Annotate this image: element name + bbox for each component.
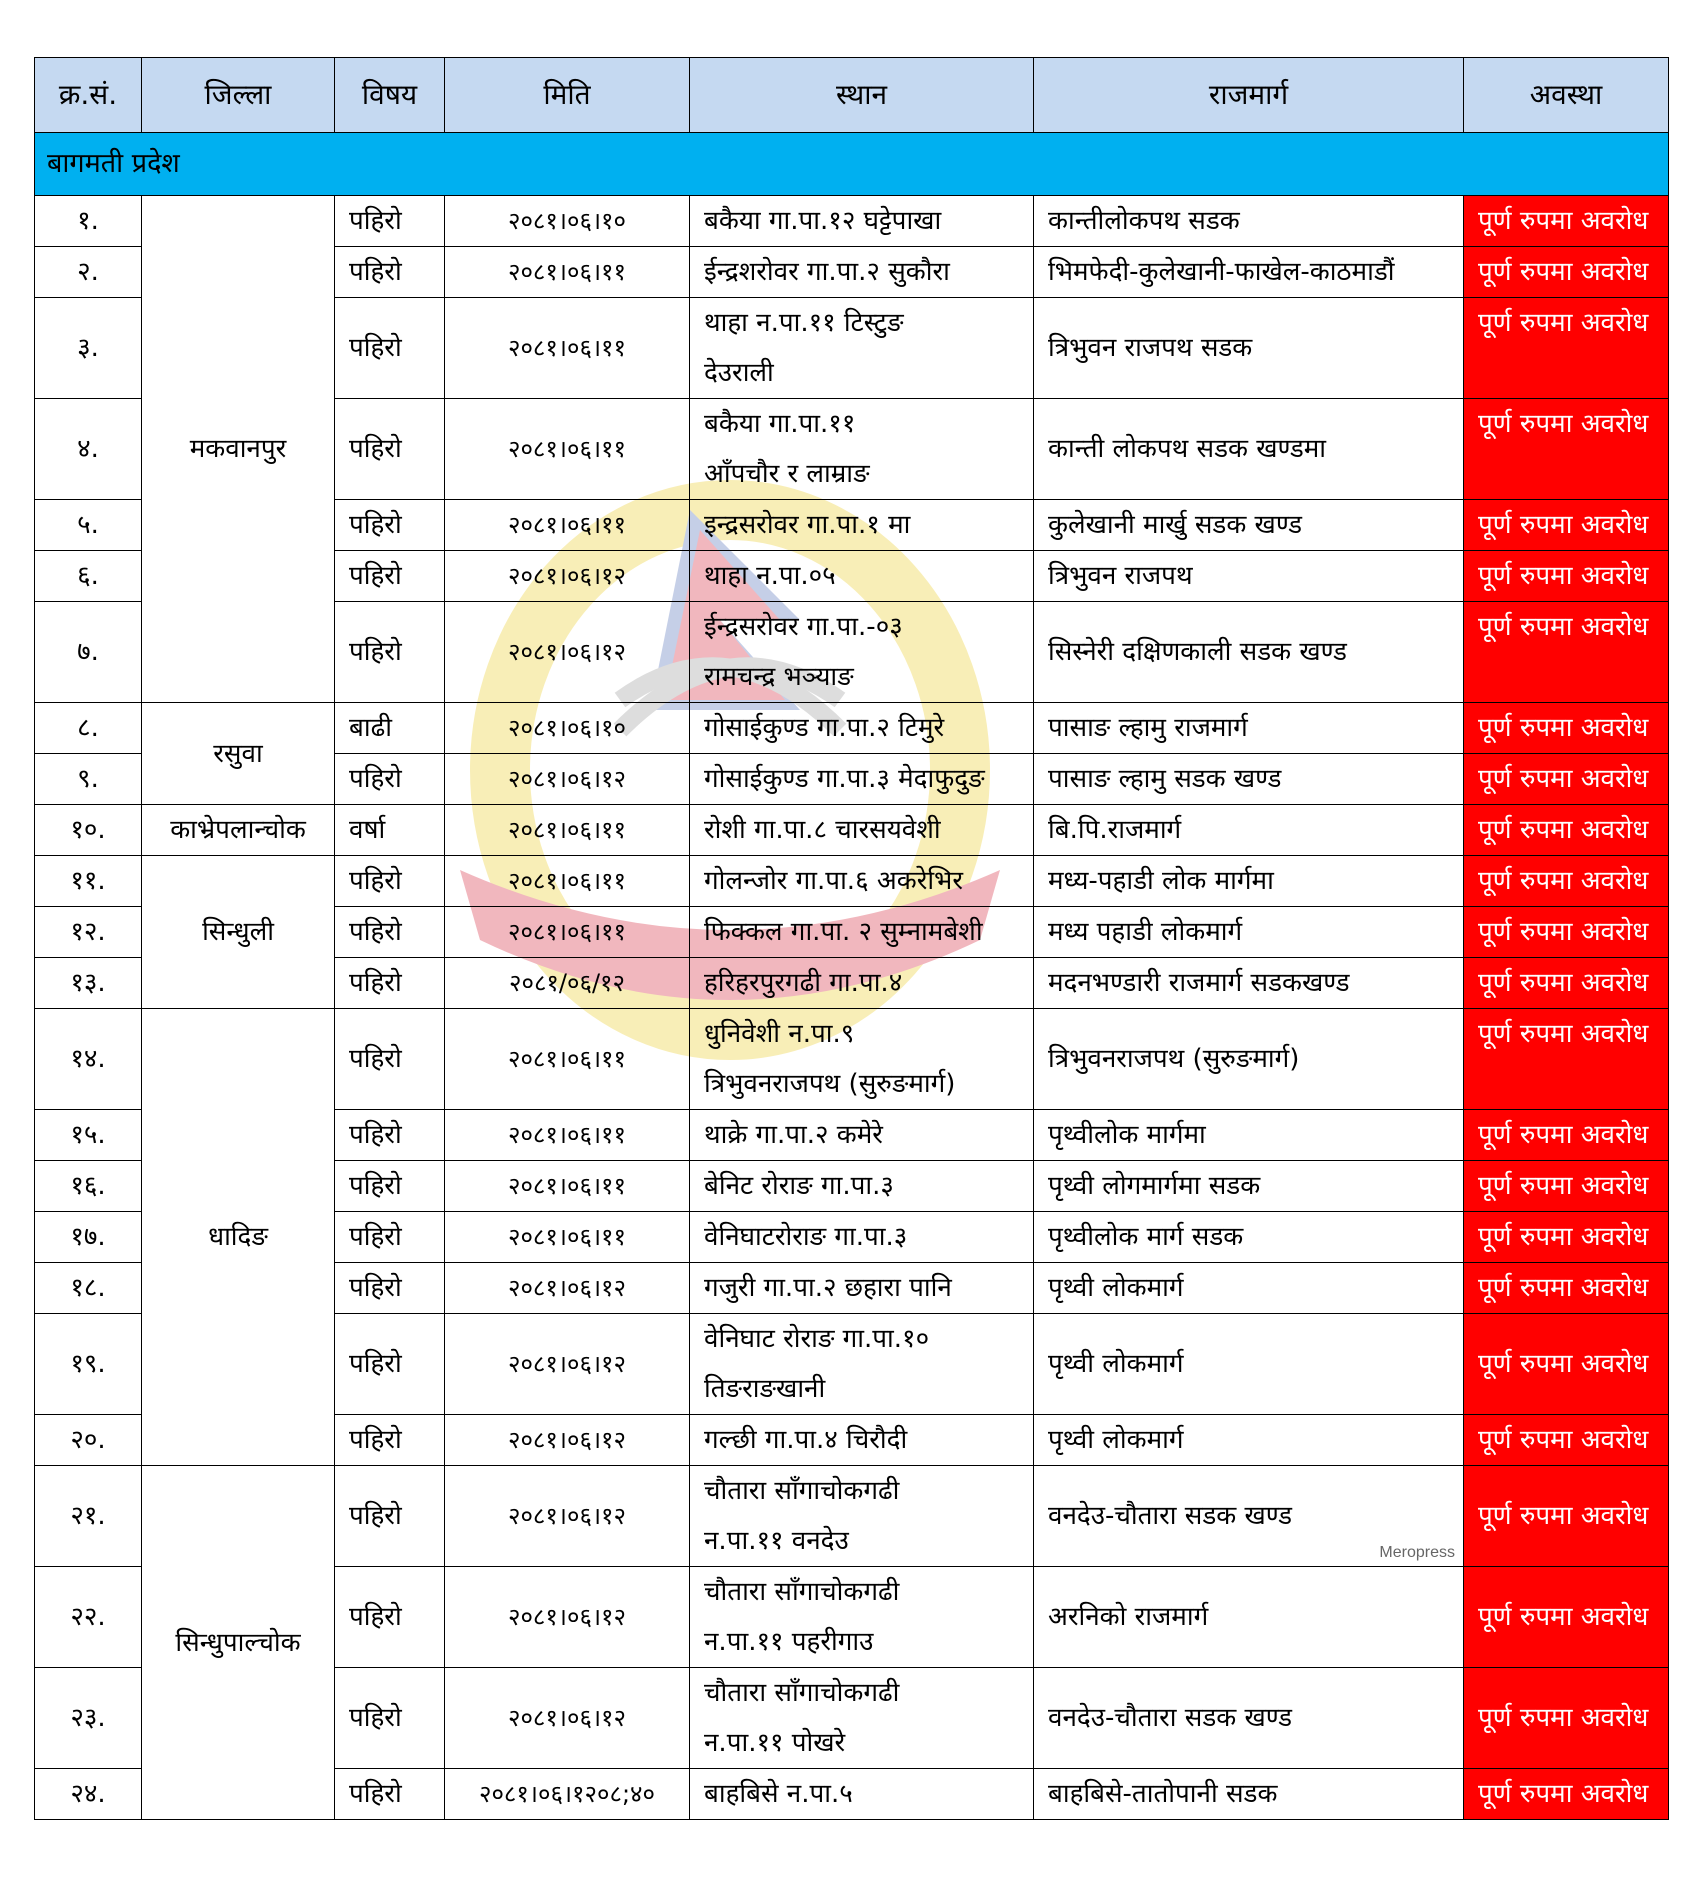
place-cell [690, 551, 1034, 602]
row-number: १४. [35, 1009, 142, 1110]
date-cell: २०८१।०६।१२ [445, 1415, 690, 1466]
date-cell: २०८१।०६।१२ [445, 602, 690, 703]
highway-text: बाहबिसे-तातोपानी सडक [1048, 1779, 1278, 1809]
status-cell: पूर्ण रुपमा अवरोध [1464, 703, 1669, 754]
district-cell: मकवानपुर [142, 196, 335, 703]
subject-cell: पहिरो [335, 754, 445, 805]
row-number: १२. [35, 907, 142, 958]
row-number: ७. [35, 602, 142, 703]
date-cell: २०८१।०६।११ [445, 500, 690, 551]
date-cell: २०८१।०६।१२ [445, 1668, 690, 1769]
road-obstruction-table [34, 57, 1669, 1820]
subject-cell: पहिरो [335, 1567, 445, 1668]
date-cell: २०८१।०६।११ [445, 907, 690, 958]
date-cell: २०८१।०६।१२ [445, 1466, 690, 1567]
row-number: २. [35, 247, 142, 298]
row-number: १. [35, 196, 142, 247]
status-cell: पूर्ण रुपमा अवरोध [1464, 1415, 1669, 1466]
source-credit: Meropress [1379, 1544, 1455, 1561]
status-cell: पूर्ण रुपमा अवरोध [1464, 805, 1669, 856]
place-line: धुनिवेशी न.पा.९ [704, 1019, 855, 1049]
subject-cell: पहिरो [335, 500, 445, 551]
date-cell: २०८१।०६।१० [445, 196, 690, 247]
place-cell [690, 1769, 1034, 1820]
subject-cell: पहिरो [335, 1161, 445, 1212]
highway-text: अरनिको राजमार्ग [1048, 1602, 1209, 1632]
subject-cell: पहिरो [335, 1212, 445, 1263]
highway-text: त्रिभुवन राजपथ [1048, 561, 1193, 591]
place-line: रोशी गा.पा.८ चारसयवेशी [704, 815, 941, 845]
highway-cell [1034, 1161, 1464, 1212]
status-cell: पूर्ण रुपमा अवरोध [1464, 298, 1669, 399]
status-cell: पूर्ण रुपमा अवरोध [1464, 1110, 1669, 1161]
status-cell: पूर्ण रुपमा अवरोध [1464, 1263, 1669, 1314]
row-number: २२. [35, 1567, 142, 1668]
highway-cell [1034, 1212, 1464, 1263]
highway-text: वनदेउ-चौतारा सडक खण्ड [1048, 1703, 1292, 1733]
place-line: तिङराङखानी [704, 1374, 826, 1404]
place-line: गोसाईकुण्ड गा.पा.२ टिमुरे [704, 713, 945, 743]
row-number: २१. [35, 1466, 142, 1567]
highway-text: भिमफेदी-कुलेखानी-फाखेल-काठमाडौं [1048, 257, 1395, 287]
row-number: १५. [35, 1110, 142, 1161]
place-cell [690, 196, 1034, 247]
district-cell: काभ्रेपलान्चोक [142, 805, 335, 856]
place-cell [690, 754, 1034, 805]
table-row [35, 1009, 1669, 1110]
status-cell: पूर्ण रुपमा अवरोध [1464, 196, 1669, 247]
highway-text: कान्ती लोकपथ सडक खण्डमा [1048, 434, 1327, 464]
row-number: ३. [35, 298, 142, 399]
subject-cell: पहिरो [335, 1009, 445, 1110]
status-cell: पूर्ण रुपमा अवरोध [1464, 500, 1669, 551]
table-row [35, 703, 1669, 754]
highway-cell [1034, 298, 1464, 399]
status-cell: पूर्ण रुपमा अवरोध [1464, 551, 1669, 602]
place-line: रामचन्द्र भञ्याङ [704, 662, 854, 692]
place-cell [690, 500, 1034, 551]
highway-cell [1034, 500, 1464, 551]
highway-text: पृथ्वीलोक मार्ग सडक [1048, 1222, 1244, 1252]
subject-cell: पहिरो [335, 196, 445, 247]
place-line: गजुरी गा.पा.२ छहारा पानि [704, 1273, 952, 1303]
highway-cell [1034, 856, 1464, 907]
date-cell: २०८१।०६।११ [445, 247, 690, 298]
highway-cell [1034, 399, 1464, 500]
date-cell: २०८१।०६।१२०८;४० [445, 1769, 690, 1820]
status-cell: पूर्ण रुपमा अवरोध [1464, 958, 1669, 1009]
place-line: बेनिट रोराङ गा.पा.३ [704, 1171, 894, 1201]
highway-text: मदनभण्डारी राजमार्ग सडकखण्ड [1048, 968, 1350, 998]
highway-cell [1034, 907, 1464, 958]
place-cell [690, 1212, 1034, 1263]
place-line: चौतारा साँगाचोकगढी [704, 1476, 900, 1506]
place-cell [690, 1415, 1034, 1466]
place-line: न.पा.११ वनदेउ [704, 1526, 849, 1556]
place-line: फिक्कल गा.पा. २ सुम्नामबेशी [704, 917, 983, 947]
place-cell [690, 602, 1034, 703]
header-date: मिति [445, 58, 690, 133]
highway-text: मध्य-पहाडी लोक मार्गमा [1048, 866, 1274, 896]
subject-cell: वर्षा [335, 805, 445, 856]
date-cell: २०८१।०६।११ [445, 399, 690, 500]
row-number: १९. [35, 1314, 142, 1415]
header-place: स्थान [690, 58, 1034, 133]
date-cell: २०८१।०६।११ [445, 1161, 690, 1212]
subject-cell: पहिरो [335, 1415, 445, 1466]
highway-text: पृथ्वी लोगमार्गमा सडक [1048, 1171, 1261, 1201]
highway-cell [1034, 1263, 1464, 1314]
highway-cell [1034, 247, 1464, 298]
highway-cell [1034, 958, 1464, 1009]
subject-cell: पहिरो [335, 298, 445, 399]
subject-cell: पहिरो [335, 856, 445, 907]
place-cell [690, 805, 1034, 856]
place-line: न.पा.११ पहरीगाउ [704, 1627, 874, 1657]
date-cell: २०८१।०६।११ [445, 1212, 690, 1263]
highway-text: त्रिभुवन राजपथ सडक [1048, 333, 1253, 363]
place-line: वेनिघाट रोराङ गा.पा.१० [704, 1324, 930, 1354]
row-number: २४. [35, 1769, 142, 1820]
subject-cell: पहिरो [335, 1466, 445, 1567]
subject-cell: पहिरो [335, 247, 445, 298]
status-cell: पूर्ण रुपमा अवरोध [1464, 907, 1669, 958]
date-cell: २०८१/०६/१२ [445, 958, 690, 1009]
highway-text: सिस्नेरी दक्षिणकाली सडक खण्ड [1048, 637, 1347, 667]
place-line: गोलन्जोर गा.पा.६ अकरेभिर [704, 866, 963, 896]
status-cell: पूर्ण रुपमा अवरोध [1464, 399, 1669, 500]
highway-cell [1034, 1009, 1464, 1110]
district-cell: रसुवा [142, 703, 335, 805]
highway-text: पृथ्वी लोकमार्ग [1048, 1273, 1184, 1303]
place-cell [690, 1314, 1034, 1415]
row-number: १०. [35, 805, 142, 856]
status-cell: पूर्ण रुपमा अवरोध [1464, 1212, 1669, 1263]
table-row [35, 196, 1669, 247]
highway-cell [1034, 754, 1464, 805]
place-line: गोसाईकुण्ड गा.पा.३ मेदाफुदुङ [704, 764, 985, 794]
place-cell [690, 1567, 1034, 1668]
highway-text: पासाङ ल्हामु राजमार्ग [1048, 713, 1248, 743]
row-number: ११. [35, 856, 142, 907]
highway-cell [1034, 602, 1464, 703]
place-line: चौतारा साँगाचोकगढी [704, 1678, 900, 1708]
highway-cell [1034, 1110, 1464, 1161]
status-cell: पूर्ण रुपमा अवरोध [1464, 1009, 1669, 1110]
date-cell: २०८१।०६।१२ [445, 1567, 690, 1668]
place-cell [690, 1263, 1034, 1314]
subject-cell: पहिरो [335, 1263, 445, 1314]
date-cell: २०८१।०६।११ [445, 805, 690, 856]
district-cell: धादिङ [142, 1009, 335, 1466]
date-cell: २०८१।०६।११ [445, 856, 690, 907]
header-row [35, 58, 1669, 133]
subject-cell: पहिरो [335, 907, 445, 958]
date-cell: २०८१।०६।११ [445, 1110, 690, 1161]
date-cell: २०८१।०६।१० [445, 703, 690, 754]
place-line: ईन्द्रसरोवर गा.पा.-०३ [704, 612, 903, 642]
status-cell: पूर्ण रुपमा अवरोध [1464, 247, 1669, 298]
highway-text: त्रिभुवनराजपथ (सुरुङमार्ग) [1048, 1044, 1300, 1074]
place-line: ईन्द्रशरोवर गा.पा.२ सुकौरा [704, 257, 950, 287]
row-number: ९. [35, 754, 142, 805]
highway-cell [1034, 805, 1464, 856]
status-cell: पूर्ण रुपमा अवरोध [1464, 602, 1669, 703]
highway-cell [1034, 551, 1464, 602]
subject-cell: पहिरो [335, 958, 445, 1009]
place-line: आँपचौर र लाम्राङ [704, 459, 870, 489]
highway-cell [1034, 196, 1464, 247]
row-number: १८. [35, 1263, 142, 1314]
table-row [35, 856, 1669, 907]
highway-text: पासाङ ल्हामु सडक खण्ड [1048, 764, 1282, 794]
highway-text: पृथ्वी लोकमार्ग [1048, 1349, 1184, 1379]
header-district: जिल्ला [142, 58, 335, 133]
place-line: वेनिघाटरोराङ गा.पा.३ [704, 1222, 908, 1252]
highway-text: पृथ्वीलोक मार्गमा [1048, 1120, 1206, 1150]
date-cell: २०८१।०६।१२ [445, 1314, 690, 1415]
district-cell: सिन्धुपाल्चोक [142, 1466, 335, 1820]
place-line: देउराली [704, 358, 774, 388]
status-cell: पूर्ण रुपमा अवरोध [1464, 1466, 1669, 1567]
subject-cell: पहिरो [335, 1314, 445, 1415]
highway-text: पृथ्वी लोकमार्ग [1048, 1425, 1184, 1455]
date-cell: २०८१।०६।१२ [445, 754, 690, 805]
header-highway: राजमार्ग [1034, 58, 1464, 133]
table-row [35, 805, 1669, 856]
status-cell: पूर्ण रुपमा अवरोध [1464, 1567, 1669, 1668]
row-number: १३. [35, 958, 142, 1009]
header-sn: क्र.सं. [35, 58, 142, 133]
highway-text: बि.पि.राजमार्ग [1048, 815, 1182, 845]
place-cell [690, 1668, 1034, 1769]
subject-cell: पहिरो [335, 551, 445, 602]
place-cell [690, 298, 1034, 399]
place-cell [690, 247, 1034, 298]
table-row [35, 1466, 1669, 1567]
status-cell: पूर्ण रुपमा अवरोध [1464, 754, 1669, 805]
place-line: गल्छी गा.पा.४ चिरौदी [704, 1425, 908, 1455]
place-line: बकैया गा.पा.११ [704, 409, 856, 439]
status-cell: पूर्ण रुपमा अवरोध [1464, 1161, 1669, 1212]
place-line: बकैया गा.पा.१२ घट्टेपाखा [704, 206, 942, 236]
row-number: १६. [35, 1161, 142, 1212]
highway-cell [1034, 1466, 1464, 1567]
date-cell: २०८१।०६।११ [445, 1009, 690, 1110]
row-number: ४. [35, 399, 142, 500]
province-row [35, 133, 1669, 196]
place-line: इन्द्रसरोवर गा.पा.१ मा [704, 510, 911, 540]
highway-cell [1034, 1668, 1464, 1769]
header-subject: विषय [335, 58, 445, 133]
highway-cell [1034, 1567, 1464, 1668]
highway-text: वनदेउ-चौतारा सडक खण्ड [1048, 1501, 1292, 1531]
place-line: त्रिभुवनराजपथ (सुरुङमार्ग) [704, 1069, 956, 1099]
subject-cell: पहिरो [335, 1668, 445, 1769]
row-number: २०. [35, 1415, 142, 1466]
place-line: बाहबिसे न.पा.५ [704, 1779, 853, 1809]
subject-cell: पहिरो [335, 1769, 445, 1820]
status-cell: पूर्ण रुपमा अवरोध [1464, 1668, 1669, 1769]
highway-cell [1034, 1415, 1464, 1466]
subject-cell: पहिरो [335, 1110, 445, 1161]
header-status: अवस्था [1464, 58, 1669, 133]
highway-text: कुलेखानी मार्खु सडक खण्ड [1048, 510, 1303, 540]
place-line: थाहा न.पा.०५ [704, 561, 836, 591]
status-cell: पूर्ण रुपमा अवरोध [1464, 856, 1669, 907]
date-cell: २०८१।०६।१२ [445, 551, 690, 602]
province-label: बागमती प्रदेश [35, 133, 1669, 196]
highway-cell [1034, 1314, 1464, 1415]
place-cell [690, 399, 1034, 500]
highway-cell [1034, 703, 1464, 754]
subject-cell: पहिरो [335, 602, 445, 703]
place-cell [690, 703, 1034, 754]
highway-text: कान्तीलोकपथ सडक [1048, 206, 1240, 236]
row-number: १७. [35, 1212, 142, 1263]
place-cell [690, 907, 1034, 958]
place-cell [690, 1161, 1034, 1212]
highway-text: मध्य पहाडी लोकमार्ग [1048, 917, 1243, 947]
place-line: थाहा न.पा.११ टिस्टुङ [704, 308, 904, 338]
district-cell: सिन्धुली [142, 856, 335, 1009]
status-cell: पूर्ण रुपमा अवरोध [1464, 1314, 1669, 1415]
row-number: ६. [35, 551, 142, 602]
date-cell: २०८१।०६।१२ [445, 1263, 690, 1314]
place-cell [690, 856, 1034, 907]
highway-cell [1034, 1769, 1464, 1820]
place-line: न.पा.११ पोखरे [704, 1728, 846, 1758]
place-cell [690, 958, 1034, 1009]
place-cell [690, 1009, 1034, 1110]
subject-cell: पहिरो [335, 399, 445, 500]
row-number: ८. [35, 703, 142, 754]
place-line: हरिहरपुरगढी गा.पा.४ [704, 968, 903, 998]
date-cell: २०८१।०६।११ [445, 298, 690, 399]
row-number: ५. [35, 500, 142, 551]
status-cell: पूर्ण रुपमा अवरोध [1464, 1769, 1669, 1820]
place-line: चौतारा साँगाचोकगढी [704, 1577, 900, 1607]
place-line: थाक्रे गा.पा.२ कमेरे [704, 1120, 883, 1150]
subject-cell: बाढी [335, 703, 445, 754]
row-number: २३. [35, 1668, 142, 1769]
place-cell [690, 1466, 1034, 1567]
place-cell [690, 1110, 1034, 1161]
